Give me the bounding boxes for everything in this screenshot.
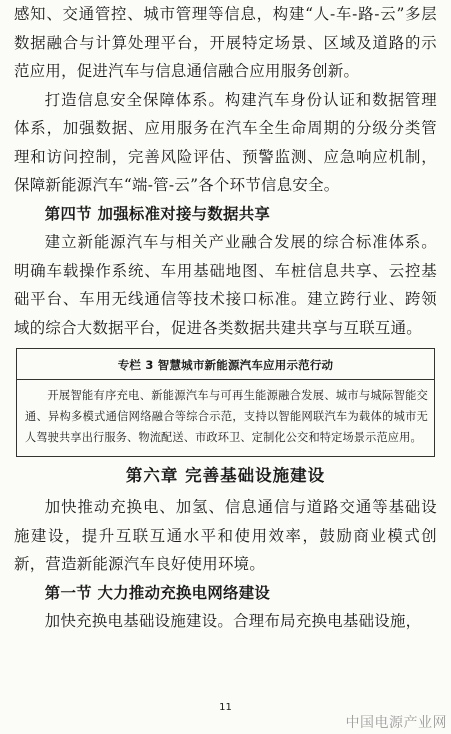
column-box-title: 专栏 3 智慧城市新能源汽车应用示范行动 xyxy=(17,349,434,380)
column-box xyxy=(16,348,435,457)
section-4-heading: 第四节 加强标准对接与数据共享 xyxy=(44,204,271,223)
paragraph-1: 感知、交通管控、城市管理等信息，构建“人-车-路-云”多层数据融合与计算处理平台，开展特定场景、区域及道路的示范应用，促进汽车与信息通信融合应用服务创新。 xyxy=(14,5,437,80)
paragraph-3: 建立新能源汽车与相关产业融合发展的综合标准体系。明确车载操作系统、车用基础地图、车桩信息共享、云控基础平台、车用无线通信等技术接口标准。建立跨行业、跨领域的综合大数据平台，促进各类数据共建共享与互联互通。 xyxy=(14,233,437,337)
column-box-body: 开展智能有序充电、新能源汽车与可再生能源融合发展、城市与城际智能交通、异构多模式通信网络融合等综合示范，支持以智能网联汽车为载体的城市无人驾驶共享出行服务、物流配送、市政环卫、定制化公交和特定场景示范应用。 xyxy=(25,389,428,444)
watermark-text: 中国电源产业网 xyxy=(345,715,447,731)
paragraph-2: 打造信息安全保障体系。构建汽车身份认证和数据管理体系，加强数据、应用服务在汽车全生命周期的分级分类管理和访问控制，完善风险评估、预警监测、应急响应机制，保障新能源汽车“端-管-云”各个环节信息安全。 xyxy=(14,90,437,194)
page-number: 11 xyxy=(219,702,232,713)
paragraph-4: 加快推动充换电、加氢、信息通信与道路交通等基础设施建设，提升互联互通水平和使用效率，鼓励商业模式创新，营造新能源汽车良好使用环境。 xyxy=(14,498,437,573)
paragraph-5: 加快充换电基础设施建设。合理布局充换电基础设施， xyxy=(44,612,422,630)
section-1-heading: 第一节 大力推动充换电网络建设 xyxy=(44,583,271,602)
chapter-6-heading: 第六章 完善基础设施建设 xyxy=(125,466,326,485)
